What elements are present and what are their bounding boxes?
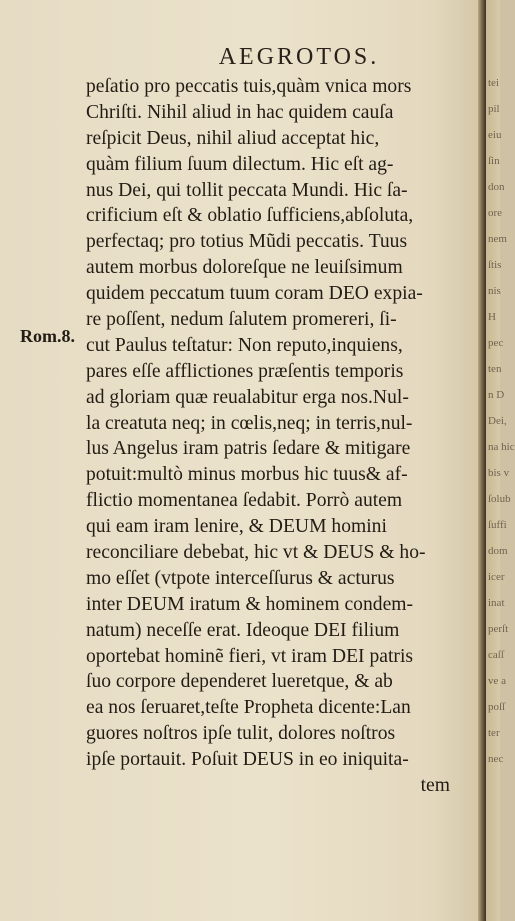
facing-page-fragment: ore [488, 207, 503, 219]
facing-page-fragment: ſolub [488, 493, 511, 505]
facing-page-edge [486, 0, 515, 921]
text-line: natum) neceſſe erat. Ideoque DEI filium [86, 619, 400, 641]
facing-page-fragment: ſuffi [488, 519, 507, 531]
body-text [86, 74, 458, 799]
facing-page-fragment: nis [488, 285, 501, 297]
facing-page-fragment: ſtis [488, 259, 502, 271]
facing-page-fragment: bis v [488, 467, 510, 479]
text-line: potuit:multò minus morbus hic tuus& af- [86, 464, 408, 486]
facing-page-fragment: nem [488, 233, 507, 245]
text-line: reſpicit Deus, nihil aliud acceptat hic, [86, 127, 380, 149]
facing-page-fragment: H [488, 311, 496, 323]
running-head: AEGROTOS. [218, 44, 380, 70]
text-line: crificium eſt & oblatio ſufficiens,abſoluta, [86, 205, 414, 227]
book-gutter [478, 0, 486, 921]
facing-page-fragment: tei [488, 77, 499, 89]
facing-page-fragment: icer [488, 571, 505, 583]
facing-page-fragment: nec [488, 753, 504, 765]
facing-page-fragment: dom [488, 545, 508, 557]
text-line: re poſſent, nedum ſalutem promereri, ſi- [86, 309, 397, 331]
text-line: ſuo corpore dependeret lueretque, & ab [86, 671, 393, 693]
facing-page-fragment: don [488, 181, 505, 193]
text-line: autem morbus doloreſque ne leuiſsimum [86, 257, 403, 279]
facing-page-fragment: poſſ [488, 701, 506, 713]
text-line: mo eſſet (vtpote interceſſurus & acturus [86, 567, 395, 589]
text-line: ea nos ſeruaret,teſte Propheta dicente:Lan [86, 697, 411, 719]
facing-page-fragment: ve a [488, 675, 507, 687]
text-line: peſatio pro peccatis tuis,quàm vnica mors [86, 76, 412, 97]
facing-page-fragment: na hic [488, 441, 515, 453]
facing-page-fragment: ſin [488, 155, 500, 167]
text-line: lus Angelus iram patris ſedare & mitigare [86, 438, 411, 460]
facing-page-fragment: Dei, [488, 415, 507, 427]
facing-page-fragment: perſt [488, 623, 509, 635]
text-line: ipſe portauit. Poſuit DEUS in eo iniquita- [86, 749, 409, 771]
text-line: oportebat hominẽ fieri, vt iram DEI patris [86, 645, 414, 667]
facing-page-fragment: eiu [488, 129, 502, 141]
text-line: nus Dei, qui tollit peccata Mundi. Hic ſa- [86, 179, 408, 201]
text-line: Chriſti. Nihil aliud in hac quidem cauſa [86, 101, 394, 123]
facing-page-fragment: inat [488, 597, 505, 609]
text-line: qui eam iram lenire, & DEUM homini [86, 516, 387, 538]
facing-page-fragment: n D [488, 389, 505, 401]
text-line: pares eſſe afflictiones præſentis temporis [86, 360, 404, 382]
text-line: perfectaq; pro totius Mũdi peccatis. Tuus [86, 231, 408, 253]
text-line: quàm filium ſuum dilectum. Hic eſt ag- [86, 153, 394, 175]
text-line: flictio momentanea ſedabit. Porrò autem [86, 490, 403, 512]
facing-page-fragment: ter [488, 727, 500, 739]
facing-page-fragment: pec [488, 337, 504, 349]
text-line: la creatuta neq; in cœlis,neq; in terris,nul- [86, 412, 413, 434]
text-line: quidem peccatum tuum coram DEO expia- [86, 283, 423, 305]
facing-page-fragment: caſſ [488, 649, 504, 661]
margin-note: Rom.8. [20, 326, 75, 346]
facing-page-fragment: pil [488, 103, 500, 115]
text-line: guores noſtros ipſe tulit, dolores noſtros [86, 723, 396, 745]
text-line: ad gloriam quæ reualabitur erga nos.Nul- [86, 386, 409, 408]
text-line: tem [420, 775, 450, 797]
text-line: reconciliare debebat, hic vt & DEUS & ho- [86, 542, 426, 564]
text-line: cut Paulus teſtatur: Non reputo,inquiens, [86, 334, 403, 356]
text-line: inter DEUM iratum & hominem condem- [86, 593, 414, 615]
facing-page-fragment: ten [488, 363, 502, 375]
